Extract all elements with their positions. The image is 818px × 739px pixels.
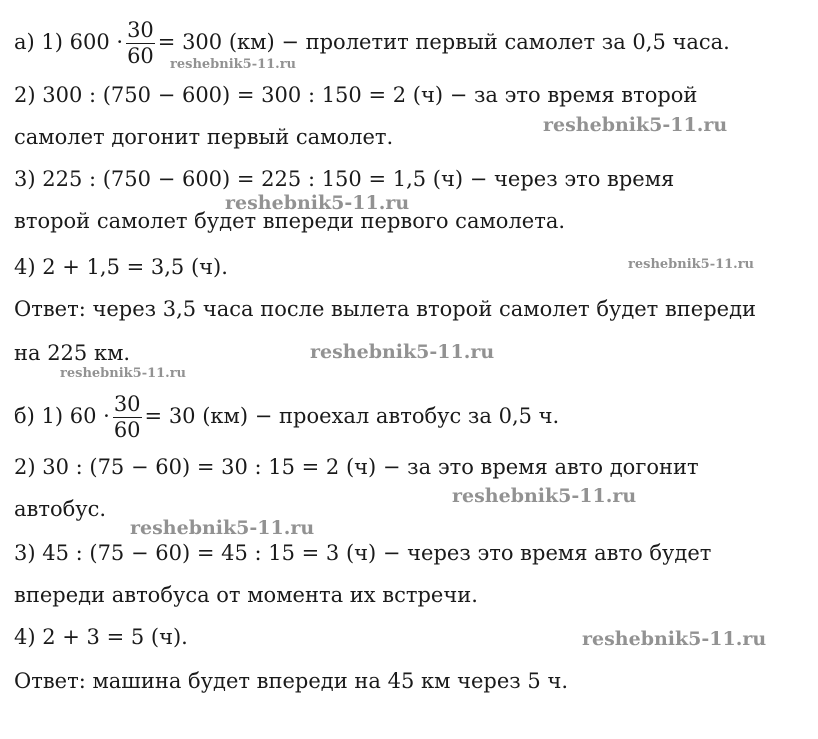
part-a-step-4: 4) 2 + 1,5 = 3,5 (ч). xyxy=(14,255,228,279)
part-b-step-2-cont: автобус. xyxy=(14,497,107,521)
part-b-step-2: 2) 30 : (75 − 60) = 30 : 15 = 2 (ч) − за это время авто догонит xyxy=(14,455,699,479)
part-b-fraction xyxy=(113,394,142,441)
part-b-step-3-cont: впереди автобуса от момента их встречи. xyxy=(14,583,478,607)
part-b-step-1 xyxy=(14,394,559,441)
watermark: reshebnik5-11.ru xyxy=(310,341,495,363)
part-b-fraction-denominator: 60 xyxy=(113,418,141,442)
part-a-answer-cont: на 225 км. xyxy=(14,341,131,365)
part-a-fraction-denominator: 60 xyxy=(127,44,154,68)
part-a-answer: Ответ: через 3,5 часа после вылета второй самолет будет впереди xyxy=(14,297,757,321)
watermark: reshebnik5-11.ru xyxy=(60,366,187,381)
part-b-step-3: 3) 45 : (75 − 60) = 45 : 15 = 3 (ч) − через это время авто будет xyxy=(14,541,712,565)
part-a-step-2-cont: самолет догонит первый самолет. xyxy=(14,125,394,149)
part-a-fraction xyxy=(126,20,155,67)
watermark: reshebnik5-11.ru xyxy=(225,192,410,214)
part-a-step-1-prefix: а) 1) 600 · xyxy=(14,30,124,54)
part-b-fraction-numerator: 30 xyxy=(113,392,141,416)
part-b-step-1-prefix: б) 1) 60 · xyxy=(14,404,110,428)
watermark: reshebnik5-11.ru xyxy=(452,485,637,507)
part-a-step-2: 2) 300 : (750 − 600) = 300 : 150 = 2 (ч) − за это время второй xyxy=(14,83,698,107)
watermark: reshebnik5-11.ru xyxy=(543,114,728,136)
part-b-step-4: 4) 2 + 3 = 5 (ч). xyxy=(14,625,188,649)
part-a-step-3: 3) 225 : (750 − 600) = 225 : 150 = 1,5 (ч) − через это время xyxy=(14,167,675,191)
watermark: reshebnik5-11.ru xyxy=(130,517,315,539)
watermark: reshebnik5-11.ru xyxy=(170,57,297,72)
watermark: reshebnik5-11.ru xyxy=(582,628,767,650)
watermark: reshebnik5-11.ru xyxy=(628,257,755,272)
part-a-step-3-cont: второй самолет будет впереди первого самолета. xyxy=(14,209,566,233)
part-a-fraction-numerator: 30 xyxy=(127,18,154,42)
part-a-step-1 xyxy=(14,20,730,67)
part-b-answer: Ответ: машина будет впереди на 45 км через 5 ч. xyxy=(14,669,569,693)
part-b-step-1-suffix: = 30 (км) − проехал автобус за 0,5 ч. xyxy=(144,404,560,428)
part-a-step-1-suffix: = 300 (км) − пролетит первый самолет за 0,5 часа. xyxy=(157,30,730,54)
